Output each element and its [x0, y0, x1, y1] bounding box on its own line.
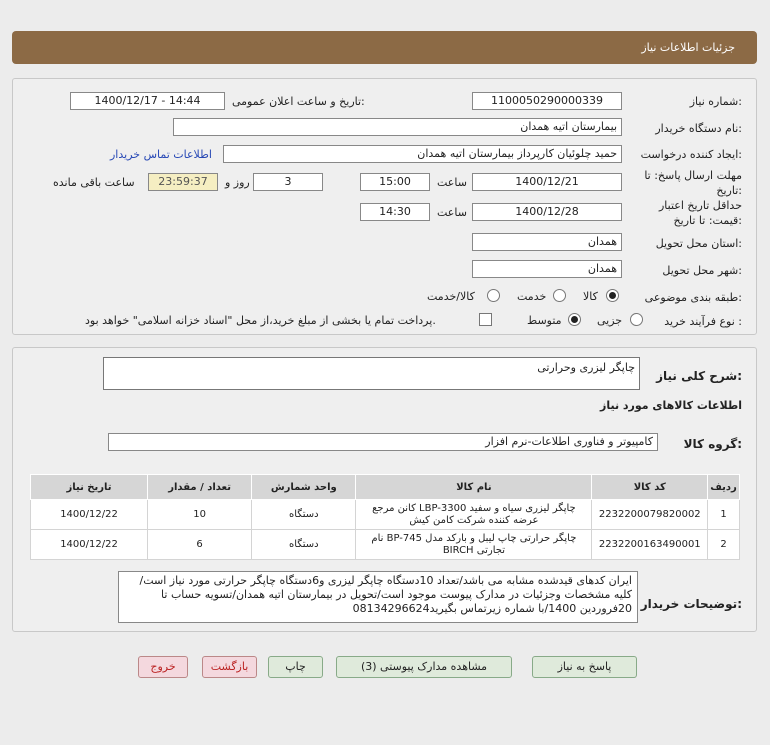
category-goods-service-radio[interactable] — [487, 289, 500, 302]
process-small-label: جزیی — [597, 314, 623, 327]
announce-field: 1400/12/17 - 14:44 — [70, 92, 225, 110]
view-attachments-button[interactable]: مشاهده مدارک پیوستی (3) — [336, 656, 512, 678]
table-row — [31, 530, 740, 560]
category-goods-service-label: کالا/خدمت — [427, 290, 475, 303]
print-button[interactable]: چاپ — [268, 656, 323, 678]
need-number-label: شماره نیاز: — [689, 95, 742, 108]
days-label: روز و — [225, 176, 250, 189]
col-qty-header: تعداد / مقدار — [148, 475, 252, 500]
table-header-row — [31, 475, 740, 500]
cell-qty: 10 — [148, 500, 252, 530]
cell-date: 1400/12/22 — [31, 500, 148, 530]
process-medium-radio[interactable] — [568, 313, 581, 326]
buyer-desc-label: توضیحات خریدار: — [640, 597, 742, 611]
announce-label: تاریخ و ساعت اعلان عمومی: — [232, 95, 365, 108]
need-number-field: 1100050290000339 — [472, 92, 622, 110]
table-row — [31, 500, 740, 530]
col-date-header: تاریخ نیاز — [31, 475, 148, 500]
col-row-header: ردیف — [708, 475, 740, 500]
process-label: نوع فرآیند خرید : — [664, 315, 742, 328]
category-goods-radio[interactable] — [606, 289, 619, 302]
col-code-header: کد کالا — [592, 475, 708, 500]
cell-date: 1400/12/22 — [31, 530, 148, 560]
category-label: طبقه بندی موضوعی: — [644, 291, 742, 304]
back-button[interactable]: بازگشت — [202, 656, 257, 678]
cell-row: 2 — [708, 530, 740, 560]
remaining-label: ساعت باقی مانده — [53, 176, 135, 189]
creator-field: حمید چلوئیان کارپرداز بیمارستان اتیه همدان — [223, 145, 622, 163]
buyer-org-field: بیمارستان اتیه همدان — [173, 118, 622, 136]
cell-code: 2232200163490001 — [592, 530, 708, 560]
summary-field: چاپگر لیزری وحرارتی — [103, 357, 640, 390]
col-name-header: نام کالا — [356, 475, 592, 500]
deadline-time-field: 15:00 — [360, 173, 430, 191]
deadline-hour-label: ساعت — [437, 176, 467, 189]
category-goods-label: کالا — [583, 290, 598, 303]
process-small-radio[interactable] — [630, 313, 643, 326]
reply-button[interactable]: پاسخ به نیاز — [532, 656, 637, 678]
province-field: همدان — [472, 233, 622, 251]
cell-qty: 6 — [148, 530, 252, 560]
group-field: کامپیوتر و فناوری اطلاعات-نرم افزار — [108, 433, 658, 451]
items-table — [30, 474, 740, 560]
cell-code: 2232200079820002 — [592, 500, 708, 530]
validity-time-field: 14:30 — [360, 203, 430, 221]
deadline-label: مهلت ارسال پاسخ: تا تاریخ: — [644, 169, 742, 197]
validity-label: حداقل تاریخ اعتبار قیمت: تا تاریخ: — [658, 199, 742, 227]
cell-row: 1 — [708, 500, 740, 530]
treasury-payment-checkbox[interactable] — [479, 313, 492, 326]
cell-name: چاپگر حرارتی چاپ لیبل و بارکد مدل BP-745 نام تجارتی BIRCH — [356, 530, 592, 560]
validity-date-field: 1400/12/28 — [472, 203, 622, 221]
province-label: استان محل تحویل: — [655, 237, 742, 250]
process-medium-label: متوسط — [527, 314, 562, 327]
cell-unit: دستگاه — [252, 530, 356, 560]
creator-label: ایجاد کننده درخواست: — [640, 148, 742, 161]
cell-unit: دستگاه — [252, 500, 356, 530]
summary-label: شرح کلی نیاز: — [656, 369, 742, 383]
city-label: شهر محل تحویل: — [662, 264, 742, 277]
cell-name: چاپگر لیزری سیاه و سفید LBP-3300 کانن مرجع عرضه کننده شرکت کامن کیش — [356, 500, 592, 530]
city-field: همدان — [472, 260, 622, 278]
validity-hour-label: ساعت — [437, 206, 467, 219]
group-label: گروه کالا: — [683, 437, 742, 451]
remaining-timer: 23:59:37 — [148, 173, 218, 191]
col-unit-header: واحد شمارش — [252, 475, 356, 500]
buyer-contact-link[interactable]: اطلاعات تماس خریدار — [110, 148, 212, 161]
goods-info-title: اطلاعات کالاهای مورد نیاز — [600, 399, 742, 412]
category-service-radio[interactable] — [553, 289, 566, 302]
days-field: 3 — [253, 173, 323, 191]
deadline-date-field: 1400/12/21 — [472, 173, 622, 191]
page-title: جزئیات اطلاعات نیاز — [12, 31, 757, 64]
exit-button[interactable]: خروج — [138, 656, 188, 678]
buyer-desc-field: ایران کدهای قیدشده مشابه می باشد/تعداد 10دستگاه چاپگر لیزری و6دستگاه چاپگر حرارتی مورد نیاز است/کلیه مشخصات وجزئیات در مدارک پیوست موجود است/تحویل در بیمارستان اتیه همدان/تسویه حساب تا 20فروردین 1400/با شماره زیرتماس بگیرید08134296624 — [118, 571, 638, 623]
buyer-org-label: نام دستگاه خریدار: — [655, 122, 742, 135]
payment-note: پرداخت تمام یا بخشی از مبلغ خرید،از محل "اسناد خزانه اسلامی" خواهد بود. — [85, 314, 436, 327]
category-service-label: خدمت — [517, 290, 547, 303]
